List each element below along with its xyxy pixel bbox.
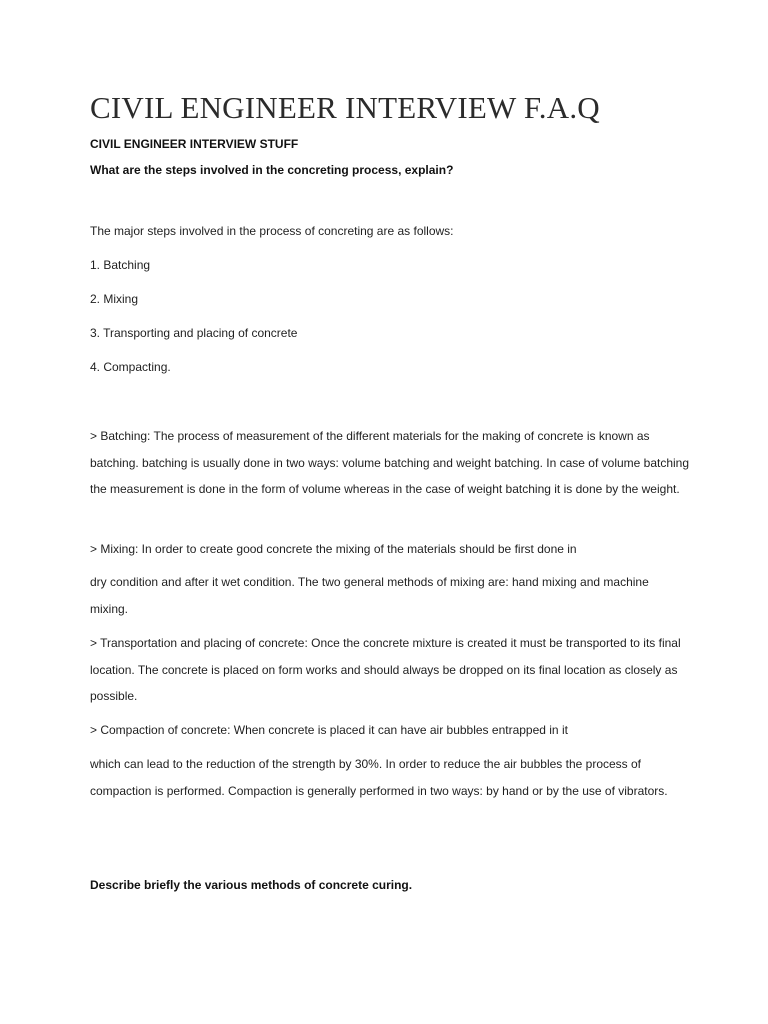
paragraph-batching: > Batching: The process of measurement of the different materials for the making of concrete is known as batching. batching is usually done in two ways: volume batching and weight batching. In case of volume batching the measurement is done in the form of volume whereas in the case of weight batching it is done by the weight.: [90, 429, 690, 496]
paragraph-compaction-detail: which can lead to the reduction of the strength by 30%. In order to reduce the air bubbles the process of compaction is performed. Compaction is generally performed in two ways: by hand or by the use of vibrators.: [90, 757, 668, 798]
question-concrete-curing: Describe briefly the various methods of concrete curing.: [90, 878, 413, 892]
paragraph-transportation: > Transportation and placing of concrete: Once the concrete mixture is created it must be transported to its final location. The concrete is placed on form works and should always be dropped on its final location as closely as possible.: [90, 636, 681, 703]
step-item-transporting: 3. Transporting and placing of concrete: [90, 326, 298, 340]
question-concreting-steps: What are the steps involved in the concreting process, explain?: [90, 163, 454, 177]
document-title: CIVIL ENGINEER INTERVIEW F.A.Q: [90, 90, 600, 125]
paragraph-mixing-detail: dry condition and after it wet condition. The two general methods of mixing are: hand mixing and machine mixing.: [90, 575, 649, 616]
document-subtitle: CIVIL ENGINEER INTERVIEW STUFF: [90, 137, 299, 151]
step-item-batching: 1. Batching: [90, 258, 151, 272]
paragraph-mixing-intro: > Mixing: In order to create good concrete the mixing of the materials should be first done in: [90, 542, 577, 556]
intro-text: The major steps involved in the process of concreting are as follows:: [90, 224, 454, 238]
step-item-mixing: 2. Mixing: [90, 292, 139, 306]
step-item-compacting: 4. Compacting.: [90, 360, 171, 374]
paragraph-compaction-intro: > Compaction of concrete: When concrete is placed it can have air bubbles entrapped in it: [90, 723, 568, 737]
